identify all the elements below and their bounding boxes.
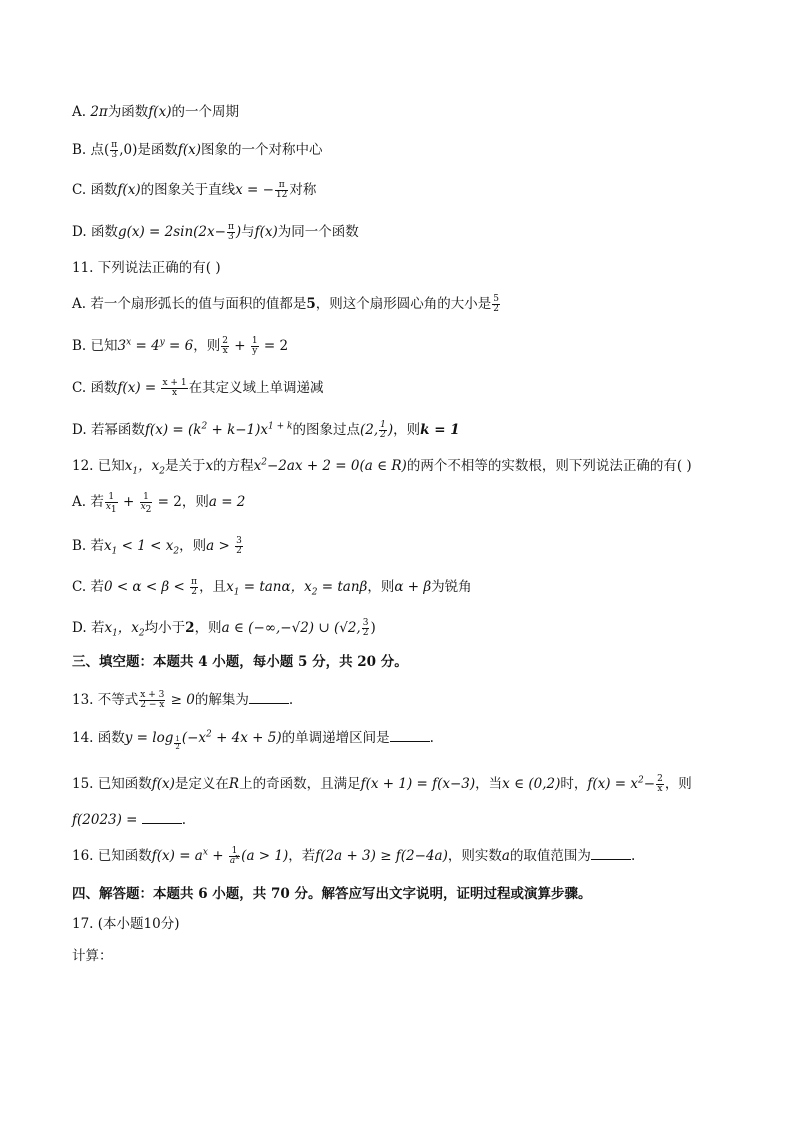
math-expr: 2	[185, 620, 195, 636]
math-expr: (2, $\frac{1}{2}$ )	[359, 420, 394, 440]
option-text: ，则	[194, 620, 222, 636]
math-expr: 5	[306, 296, 316, 312]
stem-text: 的取值范围为	[509, 848, 591, 864]
section-4-header: 四、解答题：本题共 6 小题，共 70 分。解答应写出文字说明，证明过程或演算步骤。	[72, 886, 592, 902]
stem-text: 的两个不相等的实数根，则下列说法正确的有( )	[406, 458, 692, 474]
math-expr: f(x + 1) = f(x−3)	[360, 776, 476, 792]
q12-option-d: D. 若$x_1$，$x_2$均小于2，则a ∈ (−∞,−√2) ∪ (√2, $\frac{3}{2}$ )	[72, 618, 376, 639]
option-text: 均小于	[144, 620, 186, 636]
q12-option-b	[72, 536, 734, 556]
stem-text: .	[288, 692, 294, 708]
option-text: 点	[90, 142, 105, 158]
option-text: 的图象过点	[292, 422, 360, 438]
q17-title: 17. (本小题10分)	[72, 916, 180, 932]
math-expr: α + β	[394, 579, 432, 595]
option-label: D.	[72, 620, 87, 636]
fraction: $\frac{1}{x_2}$	[140, 492, 152, 515]
fraction: $\frac{1}{x_1}$	[105, 492, 117, 515]
q15-line1	[72, 774, 734, 794]
q11-option-c	[72, 378, 734, 398]
stem-text: 的单调递增区间是	[281, 730, 390, 746]
stem-text: 13. 不等式	[72, 692, 139, 708]
stem-text: 是关于	[164, 458, 206, 474]
q10-option-a	[72, 102, 734, 122]
q12-option-a: A. 若 $\frac{1}{x_1}$ + $\frac{1}{x_2}$ = 2，则a = 2	[72, 492, 246, 515]
stem-text: 14. 函数	[72, 730, 125, 746]
fraction: $\frac{2}{x}$	[222, 336, 228, 356]
answer-blank[interactable]	[142, 811, 182, 824]
math-expr: g(x) = 2sin(2x−	[117, 224, 226, 240]
option-text: 的图象关于直线	[140, 182, 236, 198]
fraction: $\frac{x + 1}{x}$	[162, 378, 187, 398]
math-expr: $(-x^2 + 4x + 5)$	[181, 729, 282, 746]
option-label: B.	[72, 538, 87, 554]
option-text: 图象的一个对称中心	[201, 142, 323, 158]
stem-text: 15. 已知函数	[72, 776, 152, 792]
math-expr: R	[228, 776, 240, 792]
stem-text: ，当	[475, 776, 503, 792]
math-expr: f(x) =	[117, 380, 161, 396]
option-text: 若	[90, 579, 104, 595]
q15-line2	[72, 810, 734, 830]
stem-text: 12. 已知	[72, 458, 125, 474]
stem-text: 16. 已知函数	[72, 848, 152, 864]
q16	[72, 846, 734, 866]
option-text: 为锐角	[431, 579, 472, 595]
math-expr: a = 2	[208, 494, 246, 510]
option-label: C.	[72, 182, 87, 198]
fraction: $\frac{3}{2}$	[362, 618, 369, 638]
math-expr: $x_1$，$x_2$	[124, 458, 165, 477]
fraction: $\frac{2}{x}$	[657, 774, 663, 794]
math-expr: x	[205, 458, 214, 474]
stem-text: ，则	[664, 776, 692, 792]
math-expr: y = log	[124, 730, 174, 746]
math-expr: +	[229, 338, 250, 354]
math-expr: k = 1	[420, 422, 460, 438]
math-expr: f(x)	[177, 142, 202, 158]
math-expr: x = −	[235, 182, 274, 198]
stem-text: .	[630, 848, 636, 864]
fraction: $\frac{\pi}{3}$	[111, 140, 118, 160]
stem-text: 时，	[560, 776, 588, 792]
math-expr: 2π	[90, 104, 108, 120]
math-expr: ,0)	[119, 142, 138, 158]
option-label: C.	[72, 579, 87, 595]
q12-option-c	[72, 577, 734, 597]
option-text: ，则	[367, 579, 395, 595]
option-text: 若幂函数	[90, 422, 145, 438]
fraction: $\frac{1}{y}$	[251, 336, 258, 356]
q10-option-b	[72, 140, 734, 160]
math-expr: a	[501, 848, 510, 864]
option-text: 为函数	[107, 104, 149, 120]
fraction: $\frac{\pi}{12}$	[275, 180, 288, 200]
option-label: B.	[72, 338, 87, 354]
stem-text: ，则实数	[447, 848, 502, 864]
stem-text: .	[181, 812, 187, 828]
q10-option-d	[72, 222, 734, 242]
math-expr: (	[104, 142, 110, 158]
answer-blank[interactable]	[591, 847, 631, 860]
answer-blank[interactable]	[249, 691, 289, 704]
q11-option-a	[72, 294, 734, 314]
math-expr: $3^x = 4^y = 6$	[117, 337, 194, 354]
option-text: 函数	[90, 182, 118, 198]
fraction: $\frac{\pi}{3}$	[227, 222, 234, 242]
stem-text: 上的奇函数，且满足	[239, 776, 361, 792]
fraction: $\frac{\pi}{2}$	[191, 577, 198, 597]
math-expr: $x_1 < 1 < x_2$	[104, 538, 180, 557]
option-text: 若	[90, 538, 105, 554]
math-expr: = 2	[259, 338, 289, 354]
option-label: A.	[72, 494, 87, 510]
math-expr: f(x)	[151, 776, 175, 792]
option-text: 若	[90, 620, 105, 636]
math-expr: f(2a + 3) ≥ f(2−4a)	[315, 848, 448, 864]
math-expr: x ∈ (0,2)	[502, 776, 561, 792]
option-text: ，则	[179, 538, 207, 554]
option-text: ，则	[193, 338, 221, 354]
math-expr: ≥ 0	[166, 692, 195, 708]
answer-blank[interactable]	[390, 729, 430, 742]
option-text: 若	[90, 494, 104, 510]
fraction: $\frac{3}{2}$	[236, 536, 242, 556]
option-label: B.	[72, 142, 87, 158]
section-3-header: 三、填空题：本题共 4 小题，每小题 5 分，共 20 分。	[72, 654, 408, 670]
fraction: $\frac{5}{2}$	[493, 294, 499, 314]
q13	[72, 690, 734, 710]
stem-text: 的解集为	[194, 692, 249, 708]
math-expr: $f(x) = a^x$ +	[151, 847, 228, 864]
option-text: 若一个扇形弧长的值与面积的值都是	[90, 296, 307, 312]
math-expr: f(2023) =	[72, 812, 142, 828]
option-text: 对称	[289, 182, 317, 198]
q10-option-c	[72, 180, 734, 200]
q12-stem	[72, 456, 734, 476]
math-expr: a ∈ (−∞,−√2) ∪ (√2,	[221, 620, 361, 636]
option-label: D.	[72, 422, 87, 438]
math-expr: f(x)	[117, 182, 141, 198]
stem-text: 是定义在	[174, 776, 229, 792]
option-text: ，则	[393, 422, 421, 438]
option-text: ，则	[181, 494, 209, 510]
math-expr: )	[235, 224, 242, 240]
option-text: 的一个周期	[171, 104, 239, 120]
stem-text: 的方程	[213, 458, 254, 474]
q17-sub: 计算：	[72, 948, 113, 964]
math-expr: $x_1$，$x_2$	[104, 620, 145, 639]
option-text: ，则这个扇形圆心角的大小是	[315, 296, 492, 312]
option-label: D.	[72, 224, 87, 240]
q14: 14. 函数y = log $_{\frac{1}{2}}$ $(-x^2 + 4x + 5)$的单调递增区间是 .	[72, 729, 434, 752]
fraction: $\frac{1}{a^x}$	[229, 846, 240, 866]
math-expr: f(x)	[254, 224, 278, 240]
q11-option-b	[72, 336, 734, 356]
option-label: A.	[72, 104, 87, 120]
stem-text: .	[429, 730, 434, 746]
option-text: 函数	[90, 224, 118, 240]
stem-text: ，若	[288, 848, 316, 864]
math-expr: $f(x) = x^2-$	[587, 775, 656, 792]
math-expr: (a > 1)	[241, 848, 289, 864]
fraction: $\frac{x + 3}{2 - x}$	[140, 690, 165, 710]
q11-option-d	[72, 420, 734, 440]
option-text: 在其定义域上单调递减	[188, 380, 324, 396]
math-expr: $x_1 = \tan\alpha$，$x_2 = \tan\beta$	[226, 579, 368, 598]
option-text: ，且	[199, 579, 227, 595]
option-text: 为同一个函数	[277, 224, 359, 240]
option-label: C.	[72, 380, 87, 396]
option-text: 是函数	[137, 142, 178, 158]
q11-stem: 11. 下列说法正确的有( )	[72, 260, 221, 276]
option-text: 已知	[90, 338, 118, 354]
option-text: 函数	[90, 380, 118, 396]
math-expr: f(x)	[148, 104, 172, 120]
math-expr: a >	[206, 538, 235, 554]
math-expr: $f(x) = (k^2 + k-1)x^{1 + k}$	[144, 421, 293, 438]
math-expr: 0 < α < β <	[103, 579, 190, 595]
math-expr: $x^2-2ax + 2 = 0(a$ ∈ R)	[253, 457, 407, 474]
option-label: A.	[72, 296, 87, 312]
option-text: 与	[241, 224, 255, 240]
